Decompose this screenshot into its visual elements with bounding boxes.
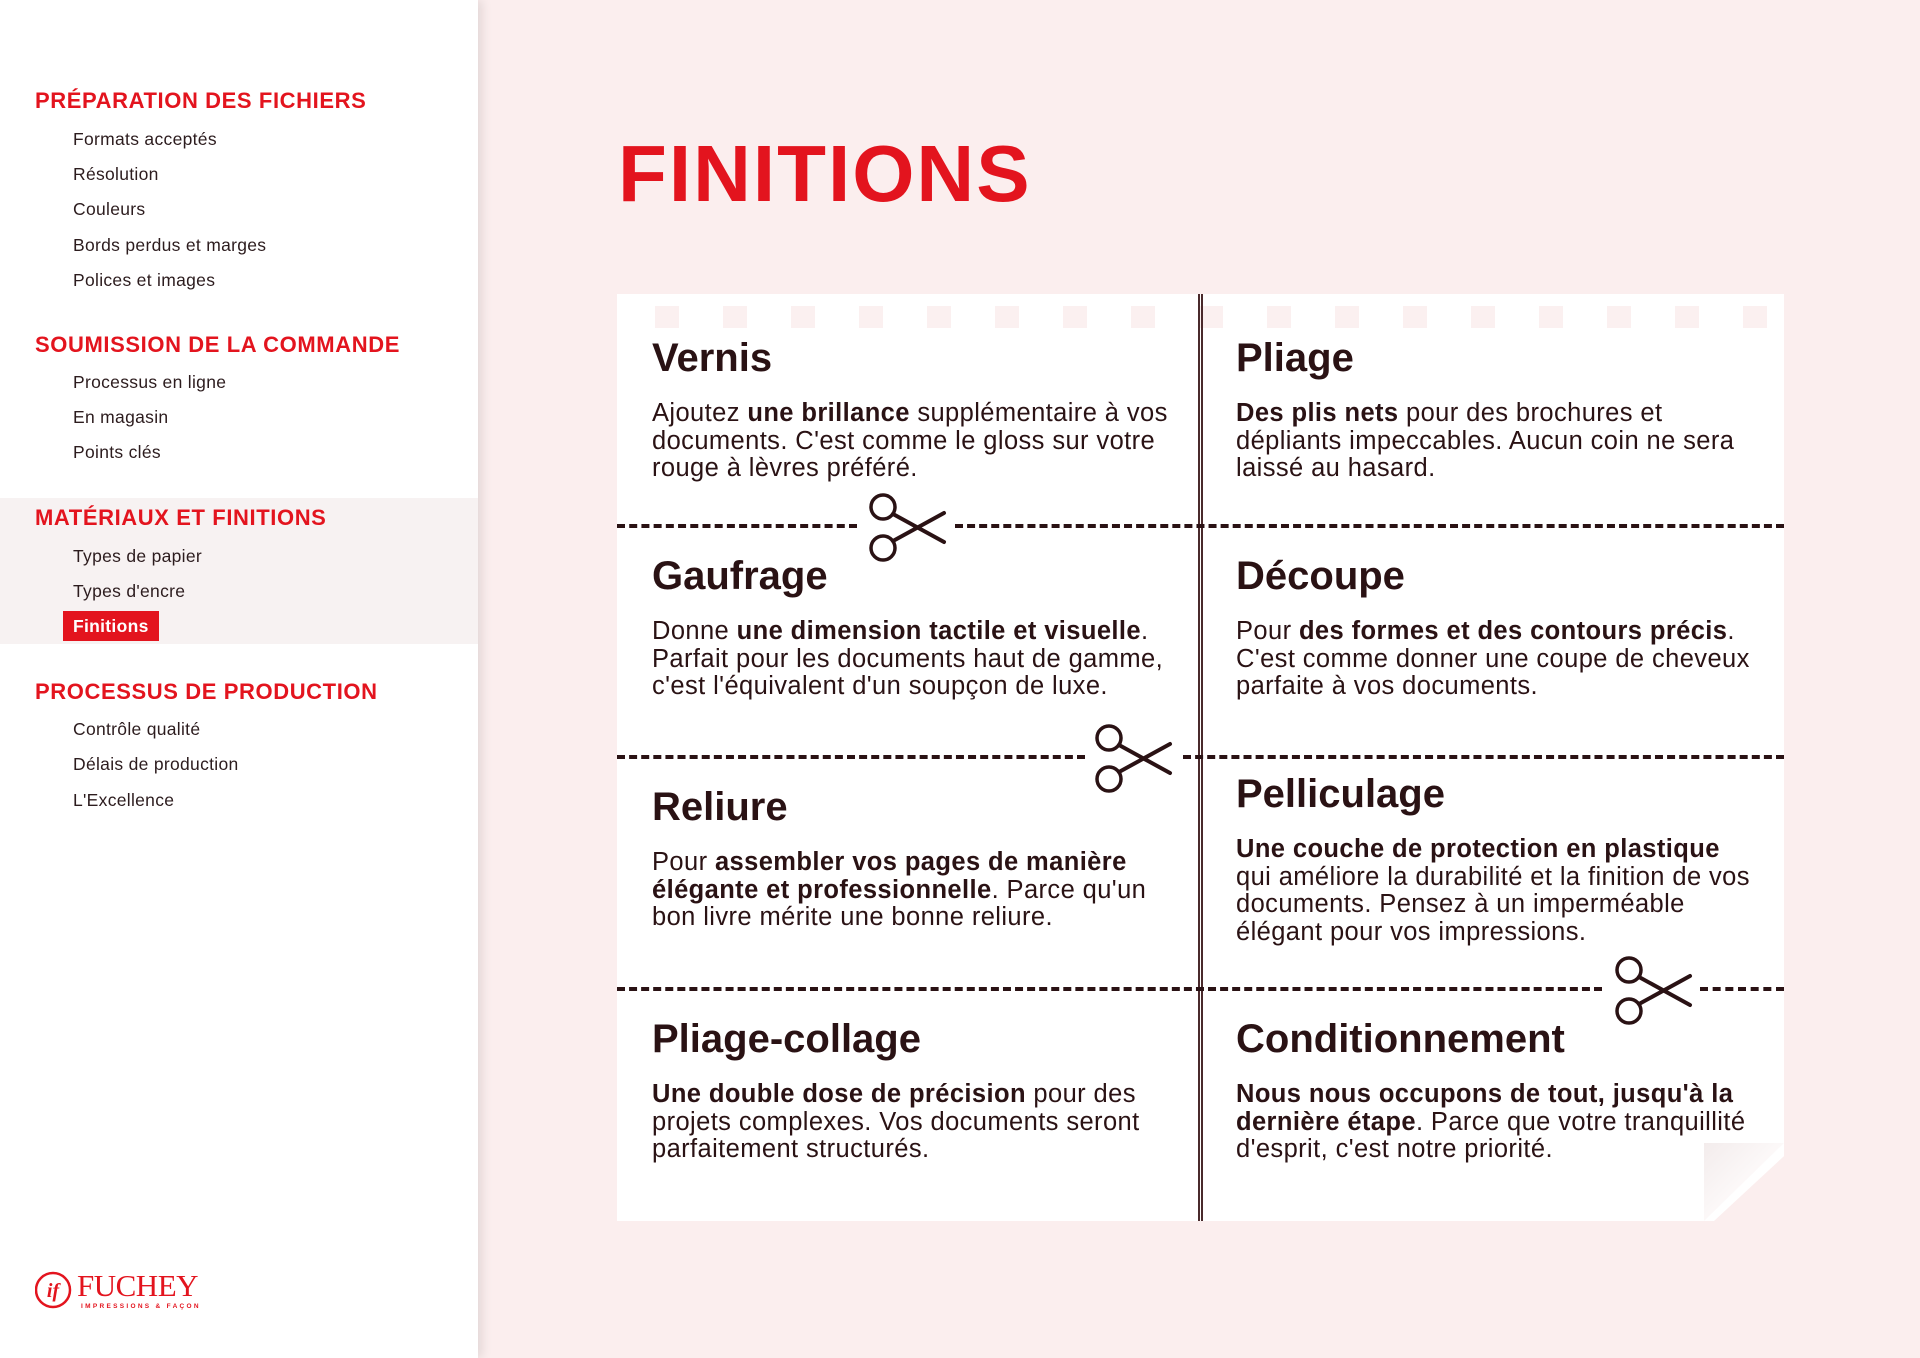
nav-item-bords-perdus[interactable]: Bords perdus et marges <box>73 235 267 255</box>
cut-line-3a <box>617 987 1602 991</box>
emphasis-text: Une double dose de précision <box>652 1080 1026 1108</box>
body-text: . Parce que votre tranquillité d'esprit, c'est notre priorité. <box>1236 1107 1746 1163</box>
sidebar <box>0 0 478 1358</box>
body-text: supplémentaire à vos documents. C'est comme le gloss sur votre rouge à lèvres préféré. <box>652 399 1168 482</box>
finish-description <box>1236 618 1756 701</box>
finish-description <box>652 1081 1172 1164</box>
finish-title: Pliage <box>1236 336 1354 380</box>
finish-title: Découpe <box>1236 554 1405 598</box>
finish-title: Vernis <box>652 336 773 380</box>
nav-item-polices[interactable]: Polices et images <box>73 270 216 290</box>
finish-cell-reliure <box>652 783 1172 932</box>
finish-description <box>1236 1081 1756 1164</box>
svg-text:FUCHEY: FUCHEY <box>77 1268 199 1303</box>
finish-title: Pliage-collage <box>652 1017 921 1061</box>
emphasis-text: une brillance <box>747 399 910 427</box>
finish-cell-conditionnement <box>1236 1015 1756 1164</box>
finish-description <box>1236 400 1756 483</box>
section-title-preparation[interactable]: PRÉPARATION DES FICHIERS <box>35 88 367 113</box>
svg-text:if: if <box>46 1280 60 1302</box>
finish-description <box>1236 836 1756 946</box>
cut-line-2b <box>1183 755 1784 759</box>
nav-item-couleurs[interactable]: Couleurs <box>73 199 146 219</box>
nav-item-en-magasin[interactable]: En magasin <box>73 407 169 427</box>
body-text: Donne <box>652 617 737 645</box>
finish-description <box>652 400 1172 483</box>
finish-cell-decoupe <box>1236 552 1756 701</box>
section-title-materiaux[interactable]: MATÉRIAUX ET FINITIONS <box>35 505 327 530</box>
fuchey-logo[interactable] <box>35 1268 245 1316</box>
emphasis-text: Des plis nets <box>1236 399 1399 427</box>
nav-item-excellence[interactable]: L'Excellence <box>73 790 175 810</box>
logo-mark-icon <box>35 1268 245 1312</box>
nav-item-delais[interactable]: Délais de production <box>73 754 239 774</box>
body-text: . Parfait pour les documents haut de gamme, c'est l'équivalent d'un soupçon de luxe. <box>652 617 1164 700</box>
finish-cell-gaufrage <box>652 552 1172 701</box>
emphasis-text: Une couche de protection en plastique <box>1236 835 1720 863</box>
body-text: Ajoutez <box>652 399 748 427</box>
finish-title: Reliure <box>652 785 788 829</box>
finish-title: Conditionnement <box>1236 1017 1565 1061</box>
body-text: Pour <box>1236 617 1299 645</box>
svg-text:IMPRESSIONS & FAÇON: IMPRESSIONS & FAÇON <box>81 1303 201 1310</box>
body-text: pour des projets complexes. Vos documents seront parfaitement structurés. <box>652 1080 1140 1163</box>
nav-item-types-encre[interactable]: Types d'encre <box>73 581 186 601</box>
cut-line-3b <box>1700 987 1784 991</box>
finish-cell-pliage <box>1236 334 1756 483</box>
cut-line-1a <box>617 524 857 528</box>
finish-cell-pliage-collage <box>652 1015 1172 1164</box>
finish-description <box>652 849 1172 932</box>
body-text: qui améliore la durabilité et la finition de vos documents. Pensez à un imperméable élégant pour vos impressions. <box>1236 862 1750 946</box>
cut-line-2a <box>617 755 1085 759</box>
nav-item-controle-qualite[interactable]: Contrôle qualité <box>73 719 201 739</box>
body-text: . Parce qu'un bon livre mérite une bonne reliure. <box>652 875 1147 931</box>
cut-line-1b <box>955 524 1784 528</box>
emphasis-text: des formes et des contours précis <box>1298 617 1728 645</box>
finish-title: Pelliculage <box>1236 772 1445 816</box>
body-text: pour des brochures et dépliants impeccables. Aucun coin ne sera laissé au hasard. <box>1236 399 1735 482</box>
finish-description <box>652 618 1172 701</box>
nav-item-resolution[interactable]: Résolution <box>73 164 159 184</box>
body-text: . C'est comme donner une coupe de cheveux parfaite à vos documents. <box>1236 617 1750 700</box>
nav-item-points-cles[interactable]: Points clés <box>73 442 161 462</box>
page-title: FINITIONS <box>618 129 1032 218</box>
nav-item-finitions[interactable]: Finitions <box>63 611 159 641</box>
emphasis-text: une dimension tactile et visuelle <box>736 617 1141 645</box>
nav-item-processus-en-ligne[interactable]: Processus en ligne <box>73 372 227 392</box>
nav-item-formats[interactable]: Formats acceptés <box>73 129 217 149</box>
nav-item-types-papier[interactable]: Types de papier <box>73 546 203 566</box>
finish-title: Gaufrage <box>652 554 828 598</box>
section-title-production[interactable]: PROCESSUS DE PRODUCTION <box>35 679 378 704</box>
finish-cell-vernis <box>652 334 1172 483</box>
section-title-soumission[interactable]: SOUMISSION DE LA COMMANDE <box>35 332 400 357</box>
finish-cell-pelliculage <box>1236 770 1756 946</box>
body-text: Pour <box>652 848 715 876</box>
emphasis-text: Nous nous occupons de tout, jusqu'à la dernière étape <box>1236 1080 1734 1136</box>
emphasis-text: assembler vos pages de manière élégante et professionnelle <box>652 848 1127 904</box>
